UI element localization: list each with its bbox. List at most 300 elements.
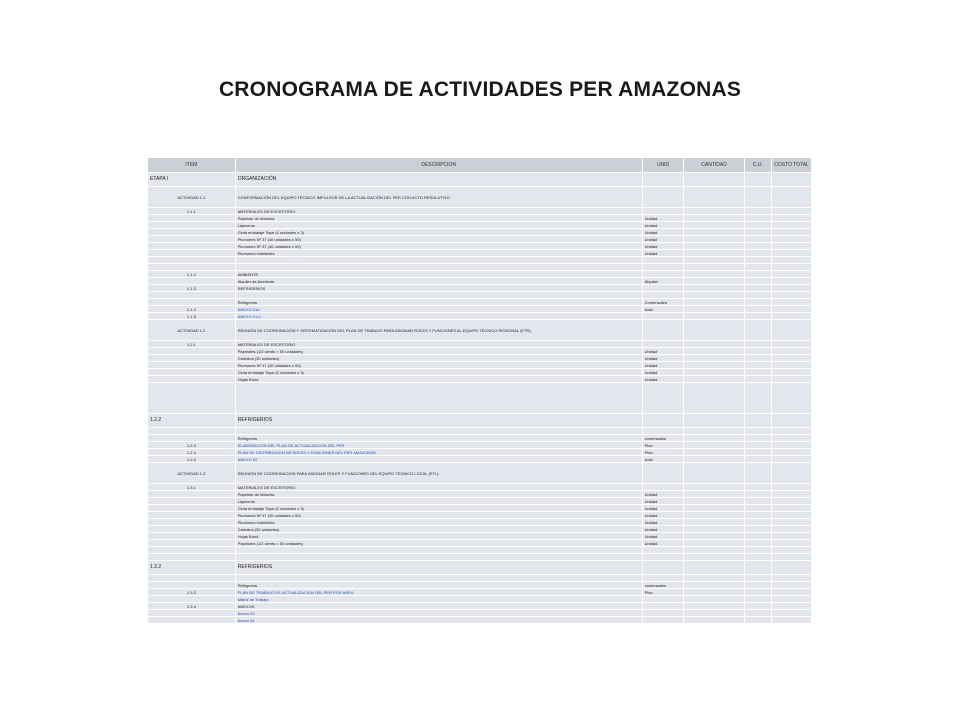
- table-row: [148, 463, 812, 484]
- table-row: [148, 236, 812, 243]
- quantity-cell: [684, 187, 744, 208]
- item-cell: 1.1.3: [148, 285, 236, 292]
- quantity-cell: [684, 229, 744, 236]
- quantity-cell: [684, 505, 744, 512]
- total-cost-cell: [772, 547, 812, 554]
- table-row: [148, 428, 812, 435]
- description-cell: [235, 547, 642, 554]
- quantity-cell: [684, 257, 744, 264]
- total-cost-cell: [772, 519, 812, 526]
- unit-cost-cell: [744, 299, 772, 306]
- total-cost-cell: [772, 533, 812, 540]
- table-row: [148, 383, 812, 414]
- unit-cost-cell: [744, 414, 772, 428]
- description-link[interactable]: Anexo 03: [237, 610, 255, 616]
- item-cell: 1.3.1: [148, 484, 236, 491]
- item-cell: [148, 540, 236, 547]
- unit-cost-cell: [744, 533, 772, 540]
- total-cost-cell: [772, 540, 812, 547]
- item-cell: [148, 215, 236, 222]
- unit-cell: [642, 575, 684, 582]
- item-cell: ACTIVIDAD 1.2: [148, 320, 236, 341]
- total-cost-cell: [772, 243, 812, 250]
- description-cell: [235, 589, 642, 596]
- description-cell: Hojas Bond: [235, 533, 642, 540]
- table-row: [148, 582, 812, 589]
- total-cost-cell: [772, 369, 812, 376]
- quantity-cell: [684, 271, 744, 278]
- table-row: [148, 285, 812, 292]
- unit-cost-cell: [744, 617, 772, 624]
- unit-cell: Unidad: [642, 355, 684, 362]
- description-cell: [235, 313, 642, 320]
- table-row: [148, 512, 812, 519]
- item-cell: [148, 533, 236, 540]
- page-title: CRONOGRAMA DE ACTIVIDADES PER AMAZONAS: [218, 78, 742, 101]
- total-cost-cell: [772, 278, 812, 285]
- quantity-cell: [684, 306, 744, 313]
- item-cell: 1.2.1: [148, 341, 236, 348]
- total-cost-cell: [772, 596, 812, 603]
- header-description: DESCRIPCION: [235, 158, 642, 173]
- quantity-cell: [684, 173, 744, 187]
- table-row: [148, 299, 812, 306]
- quantity-cell: [684, 449, 744, 456]
- description-cell: Cartulina (30 unidades): [235, 355, 642, 362]
- total-cost-cell: [772, 222, 812, 229]
- item-cell: 1.3.2: [148, 561, 236, 575]
- total-cost-cell: [772, 414, 812, 428]
- description-cell: [235, 575, 642, 582]
- description-link[interactable]: Matriz de Trabajo: [237, 596, 269, 602]
- table-row: [148, 257, 812, 264]
- header-unit: UNID: [642, 158, 684, 173]
- unit-cell: Unidad: [642, 498, 684, 505]
- unit-cost-cell: [744, 526, 772, 533]
- schedule-table-container: [147, 157, 812, 624]
- item-cell: [148, 299, 236, 306]
- unit-cell: Unidad: [642, 250, 684, 257]
- unit-cost-cell: [744, 362, 772, 369]
- unit-cell: Acta: [642, 306, 684, 313]
- quantity-cell: [684, 463, 744, 484]
- total-cost-cell: [772, 526, 812, 533]
- unit-cost-cell: [744, 463, 772, 484]
- unit-cost-cell: [744, 575, 772, 582]
- unit-cost-cell: [744, 215, 772, 222]
- unit-cell: [642, 383, 684, 414]
- quantity-cell: [684, 484, 744, 491]
- total-cost-cell: [772, 215, 812, 222]
- table-row: [148, 596, 812, 603]
- description-cell: Refrigerios: [235, 435, 642, 442]
- description-cell: Refrigerios: [235, 582, 642, 589]
- quantity-cell: [684, 617, 744, 624]
- item-cell: [148, 575, 236, 582]
- item-cell: [148, 547, 236, 554]
- unit-cost-cell: [744, 222, 772, 229]
- unit-cell: [642, 414, 684, 428]
- table-row: [148, 313, 812, 320]
- unit-cell: Acta: [642, 456, 684, 463]
- unit-cost-cell: [744, 491, 772, 498]
- item-cell: [148, 243, 236, 250]
- quantity-cell: [684, 320, 744, 341]
- unit-cell: Unidad: [642, 376, 684, 383]
- description-cell: Papelote de Mancha: [235, 491, 642, 498]
- unit-cell: [642, 187, 684, 208]
- unit-cost-cell: [744, 498, 772, 505]
- table-row: [148, 278, 812, 285]
- description-cell: ANEXOS: [235, 603, 642, 610]
- quantity-cell: [684, 512, 744, 519]
- description-link[interactable]: ANEXO 02: [237, 456, 258, 462]
- unit-cost-cell: [744, 519, 772, 526]
- table-row: [148, 362, 812, 369]
- table-row: [148, 376, 812, 383]
- quantity-cell: [684, 299, 744, 306]
- unit-cell: [642, 610, 684, 617]
- item-cell: ETAPA I: [148, 173, 236, 187]
- table-row: [148, 355, 812, 362]
- unit-cell: [642, 428, 684, 435]
- item-cell: [148, 505, 236, 512]
- item-cell: [148, 610, 236, 617]
- total-cost-cell: [772, 449, 812, 456]
- unit-cell: [642, 547, 684, 554]
- total-cost-cell: [772, 512, 812, 519]
- item-cell: [148, 362, 236, 369]
- total-cost-cell: [772, 341, 812, 348]
- unit-cell: Alquiler: [642, 278, 684, 285]
- quantity-cell: [684, 348, 744, 355]
- total-cost-cell: [772, 383, 812, 414]
- unit-cost-cell: [744, 512, 772, 519]
- table-body: [148, 173, 812, 624]
- table-row: [148, 456, 812, 463]
- quantity-cell: [684, 540, 744, 547]
- item-cell: 1.1.1: [148, 208, 236, 215]
- quantity-cell: [684, 547, 744, 554]
- unit-cost-cell: [744, 313, 772, 320]
- quantity-cell: [684, 362, 744, 369]
- table-row: [148, 589, 812, 596]
- quantity-cell: [684, 526, 744, 533]
- header-unit-cost: C.U.: [744, 158, 772, 173]
- unit-cell: [642, 554, 684, 561]
- quantity-cell: [684, 264, 744, 271]
- description-link[interactable]: PLAN DE DISTRIBUCION DE ROLES Y FUNCIONES DEL PER AMAZONAS: [237, 449, 376, 455]
- quantity-cell: [684, 292, 744, 299]
- item-cell: [148, 526, 236, 533]
- table-row: [148, 348, 812, 355]
- description-cell: REFRIGERIOS: [235, 285, 642, 292]
- unit-cost-cell: [744, 554, 772, 561]
- unit-cell: [642, 292, 684, 299]
- description-cell: Papelotes (1/2 ciento = 50 unidades): [235, 348, 642, 355]
- quantity-cell: [684, 215, 744, 222]
- total-cost-cell: [772, 603, 812, 610]
- total-cost-cell: [772, 582, 812, 589]
- total-cost-cell: [772, 355, 812, 362]
- description-cell: Lapiceros: [235, 498, 642, 505]
- item-cell: [148, 582, 236, 589]
- quantity-cell: [684, 278, 744, 285]
- quantity-cell: [684, 519, 744, 526]
- unit-cost-cell: [744, 278, 772, 285]
- table-row: [148, 306, 812, 313]
- quantity-cell: [684, 285, 744, 292]
- unit-cell: [642, 484, 684, 491]
- item-cell: [148, 250, 236, 257]
- quantity-cell: [684, 603, 744, 610]
- total-cost-cell: [772, 435, 812, 442]
- item-cell: 1.3.3: [148, 589, 236, 596]
- table-row: [148, 173, 812, 187]
- quantity-cell: [684, 582, 744, 589]
- unit-cell: Plan: [642, 442, 684, 449]
- item-cell: [148, 376, 236, 383]
- quantity-cell: [684, 589, 744, 596]
- total-cost-cell: [772, 306, 812, 313]
- unit-cost-cell: [744, 582, 772, 589]
- item-cell: [148, 257, 236, 264]
- item-cell: [148, 229, 236, 236]
- item-cell: ACTIVIDAD 1.1: [148, 187, 236, 208]
- quantity-cell: [684, 575, 744, 582]
- item-cell: 1.1.5: [148, 313, 236, 320]
- unit-cell: [642, 617, 684, 624]
- unit-cell: [642, 285, 684, 292]
- description-cell: [235, 456, 642, 463]
- description-cell: [235, 617, 642, 624]
- table-row: [148, 243, 812, 250]
- unit-cell: [642, 320, 684, 341]
- unit-cell: [642, 208, 684, 215]
- table-row: [148, 449, 812, 456]
- item-cell: [148, 292, 236, 299]
- item-cell: [148, 355, 236, 362]
- table-row: [148, 250, 812, 257]
- unit-cost-cell: [744, 292, 772, 299]
- total-cost-cell: [772, 208, 812, 215]
- item-cell: [148, 264, 236, 271]
- description-cell: [235, 428, 642, 435]
- unit-cell: Unidad: [642, 362, 684, 369]
- unit-cost-cell: [744, 173, 772, 187]
- item-cell: [148, 554, 236, 561]
- total-cost-cell: [772, 428, 812, 435]
- total-cost-cell: [772, 610, 812, 617]
- description-link[interactable]: Anexo 04: [237, 617, 255, 623]
- total-cost-cell: [772, 264, 812, 271]
- quantity-cell: [684, 498, 744, 505]
- total-cost-cell: [772, 313, 812, 320]
- quantity-cell: [684, 442, 744, 449]
- total-cost-cell: [772, 173, 812, 187]
- description-link[interactable]: ANEXO 01 b: [237, 313, 261, 319]
- description-cell: [235, 449, 642, 456]
- unit-cell: Plan: [642, 589, 684, 596]
- table-row: [148, 519, 812, 526]
- quantity-cell: [684, 596, 744, 603]
- unit-cell: [642, 271, 684, 278]
- unit-cell: Unidad: [642, 533, 684, 540]
- unit-cell: [642, 313, 684, 320]
- description-cell: REFRIGERIOS: [235, 414, 642, 428]
- unit-cost-cell: [744, 435, 772, 442]
- description-cell: CONFORMACIÓN DEL EQUIPO TÉCNICO IMPULSOR DE LA ACTUALIZACIÓN DEL PER CON ACTO RESOLUTIVO: [235, 187, 642, 208]
- description-link[interactable]: PLAN DE TRABAJO DE ACTUALIZACION DEL PER POR AREA: [237, 589, 354, 595]
- table-row: [148, 540, 812, 547]
- table-header-row: [148, 158, 812, 173]
- quantity-cell: [684, 428, 744, 435]
- quantity-cell: [684, 554, 744, 561]
- unit-cost-cell: [744, 376, 772, 383]
- description-cell: AMBIENTE: [235, 271, 642, 278]
- table-row: [148, 526, 812, 533]
- header-quantity: CANTIDAD: [684, 158, 744, 173]
- total-cost-cell: [772, 348, 812, 355]
- unit-cost-cell: [744, 208, 772, 215]
- description-cell: Cinta embalaje Tape (4 unidades x 3): [235, 369, 642, 376]
- unit-cost-cell: [744, 561, 772, 575]
- unit-cost-cell: [744, 484, 772, 491]
- description-cell: MATERIALES DE ESCRITORIO: [235, 484, 642, 491]
- item-cell: [148, 236, 236, 243]
- unit-cell: Unidad: [642, 491, 684, 498]
- total-cost-cell: [772, 292, 812, 299]
- table-row: [148, 498, 812, 505]
- quantity-cell: [684, 208, 744, 215]
- unit-cell: Unidad: [642, 512, 684, 519]
- description-cell: MATERIALES DE ESCRITORIO: [235, 208, 642, 215]
- item-cell: 1.2.4: [148, 449, 236, 456]
- quantity-cell: [684, 533, 744, 540]
- description-cell: Lapiceros: [235, 222, 642, 229]
- description-cell: Plumones Nº 37 (40 unidades x 50): [235, 362, 642, 369]
- description-cell: REUNIÓN DE COORDINACIÓN Y SISTEMATIZACIÓN DEL PLAN DE TRABAJO PARA ASIGNAR ROLES Y FUNCIONES AL EQUIPO TÉCNICO REGIONAL (ETR).: [235, 320, 642, 341]
- unit-cost-cell: [744, 355, 772, 362]
- total-cost-cell: [772, 376, 812, 383]
- unit-cost-cell: [744, 271, 772, 278]
- quantity-cell: [684, 355, 744, 362]
- header-item: ITEM: [148, 158, 236, 173]
- item-cell: [148, 491, 236, 498]
- table-row: [148, 575, 812, 582]
- description-cell: [235, 610, 642, 617]
- unit-cost-cell: [744, 540, 772, 547]
- total-cost-cell: [772, 456, 812, 463]
- quantity-cell: [684, 456, 744, 463]
- total-cost-cell: [772, 505, 812, 512]
- table-row: [148, 369, 812, 376]
- description-cell: ORGANIZACIÓN: [235, 173, 642, 187]
- unit-cell: [642, 257, 684, 264]
- quantity-cell: [684, 341, 744, 348]
- unit-cell: Comensales: [642, 299, 684, 306]
- total-cost-cell: [772, 362, 812, 369]
- item-cell: 1.2.2: [148, 414, 236, 428]
- item-cell: [148, 348, 236, 355]
- description-link[interactable]: ANEXO 01a: [237, 306, 260, 312]
- unit-cost-cell: [744, 341, 772, 348]
- total-cost-cell: [772, 442, 812, 449]
- description-cell: Hojas Bond: [235, 376, 642, 383]
- total-cost-cell: [772, 589, 812, 596]
- item-cell: [148, 512, 236, 519]
- total-cost-cell: [772, 575, 812, 582]
- total-cost-cell: [772, 271, 812, 278]
- quantity-cell: [684, 383, 744, 414]
- description-cell: Cinta embalaje Tape (4 unidades x 3): [235, 505, 642, 512]
- table-row: [148, 491, 812, 498]
- description-cell: [235, 306, 642, 313]
- table-row: [148, 229, 812, 236]
- quantity-cell: [684, 610, 744, 617]
- unit-cell: Unidad: [642, 236, 684, 243]
- quantity-cell: [684, 491, 744, 498]
- total-cost-cell: [772, 554, 812, 561]
- schedule-table: [147, 157, 812, 624]
- description-cell: REUNIÓN DE COORDINACIÓN PARA ASIGNAR ROLES Y FUNCIONES DEL EQUIPO TÉCNICO LOCAL (ETL).: [235, 463, 642, 484]
- table-row: [148, 617, 812, 624]
- unit-cell: [642, 596, 684, 603]
- table-row: [148, 484, 812, 491]
- item-cell: [148, 383, 236, 414]
- item-cell: 1.1.2: [148, 271, 236, 278]
- unit-cell: Unidad: [642, 215, 684, 222]
- item-cell: ACTIVIDAD 1.3: [148, 463, 236, 484]
- unit-cost-cell: [744, 348, 772, 355]
- unit-cell: Unidad: [642, 229, 684, 236]
- item-cell: [148, 369, 236, 376]
- total-cost-cell: [772, 236, 812, 243]
- table-row: [148, 505, 812, 512]
- description-cell: [235, 596, 642, 603]
- quantity-cell: [684, 376, 744, 383]
- item-cell: [148, 435, 236, 442]
- unit-cost-cell: [744, 428, 772, 435]
- total-cost-cell: [772, 187, 812, 208]
- description-cell: Plumones indelebles: [235, 519, 642, 526]
- quantity-cell: [684, 250, 744, 257]
- unit-cost-cell: [744, 285, 772, 292]
- unit-cost-cell: [744, 603, 772, 610]
- quantity-cell: [684, 561, 744, 575]
- table-row: [148, 547, 812, 554]
- unit-cost-cell: [744, 187, 772, 208]
- unit-cell: Unidad: [642, 369, 684, 376]
- quantity-cell: [684, 236, 744, 243]
- quantity-cell: [684, 243, 744, 250]
- quantity-cell: [684, 369, 744, 376]
- unit-cost-cell: [744, 449, 772, 456]
- total-cost-cell: [772, 463, 812, 484]
- description-cell: [235, 383, 642, 414]
- description-cell: [235, 257, 642, 264]
- description-link[interactable]: ELABORACION DEL PLAN DE ACTUALIZACION DEL PER: [237, 442, 345, 448]
- total-cost-cell: [772, 561, 812, 575]
- unit-cell: Unidad: [642, 222, 684, 229]
- table-row: [148, 414, 812, 428]
- table-row: [148, 264, 812, 271]
- unit-cell: [642, 603, 684, 610]
- table-row: [148, 320, 812, 341]
- unit-cost-cell: [744, 610, 772, 617]
- table-row: [148, 603, 812, 610]
- total-cost-cell: [772, 257, 812, 264]
